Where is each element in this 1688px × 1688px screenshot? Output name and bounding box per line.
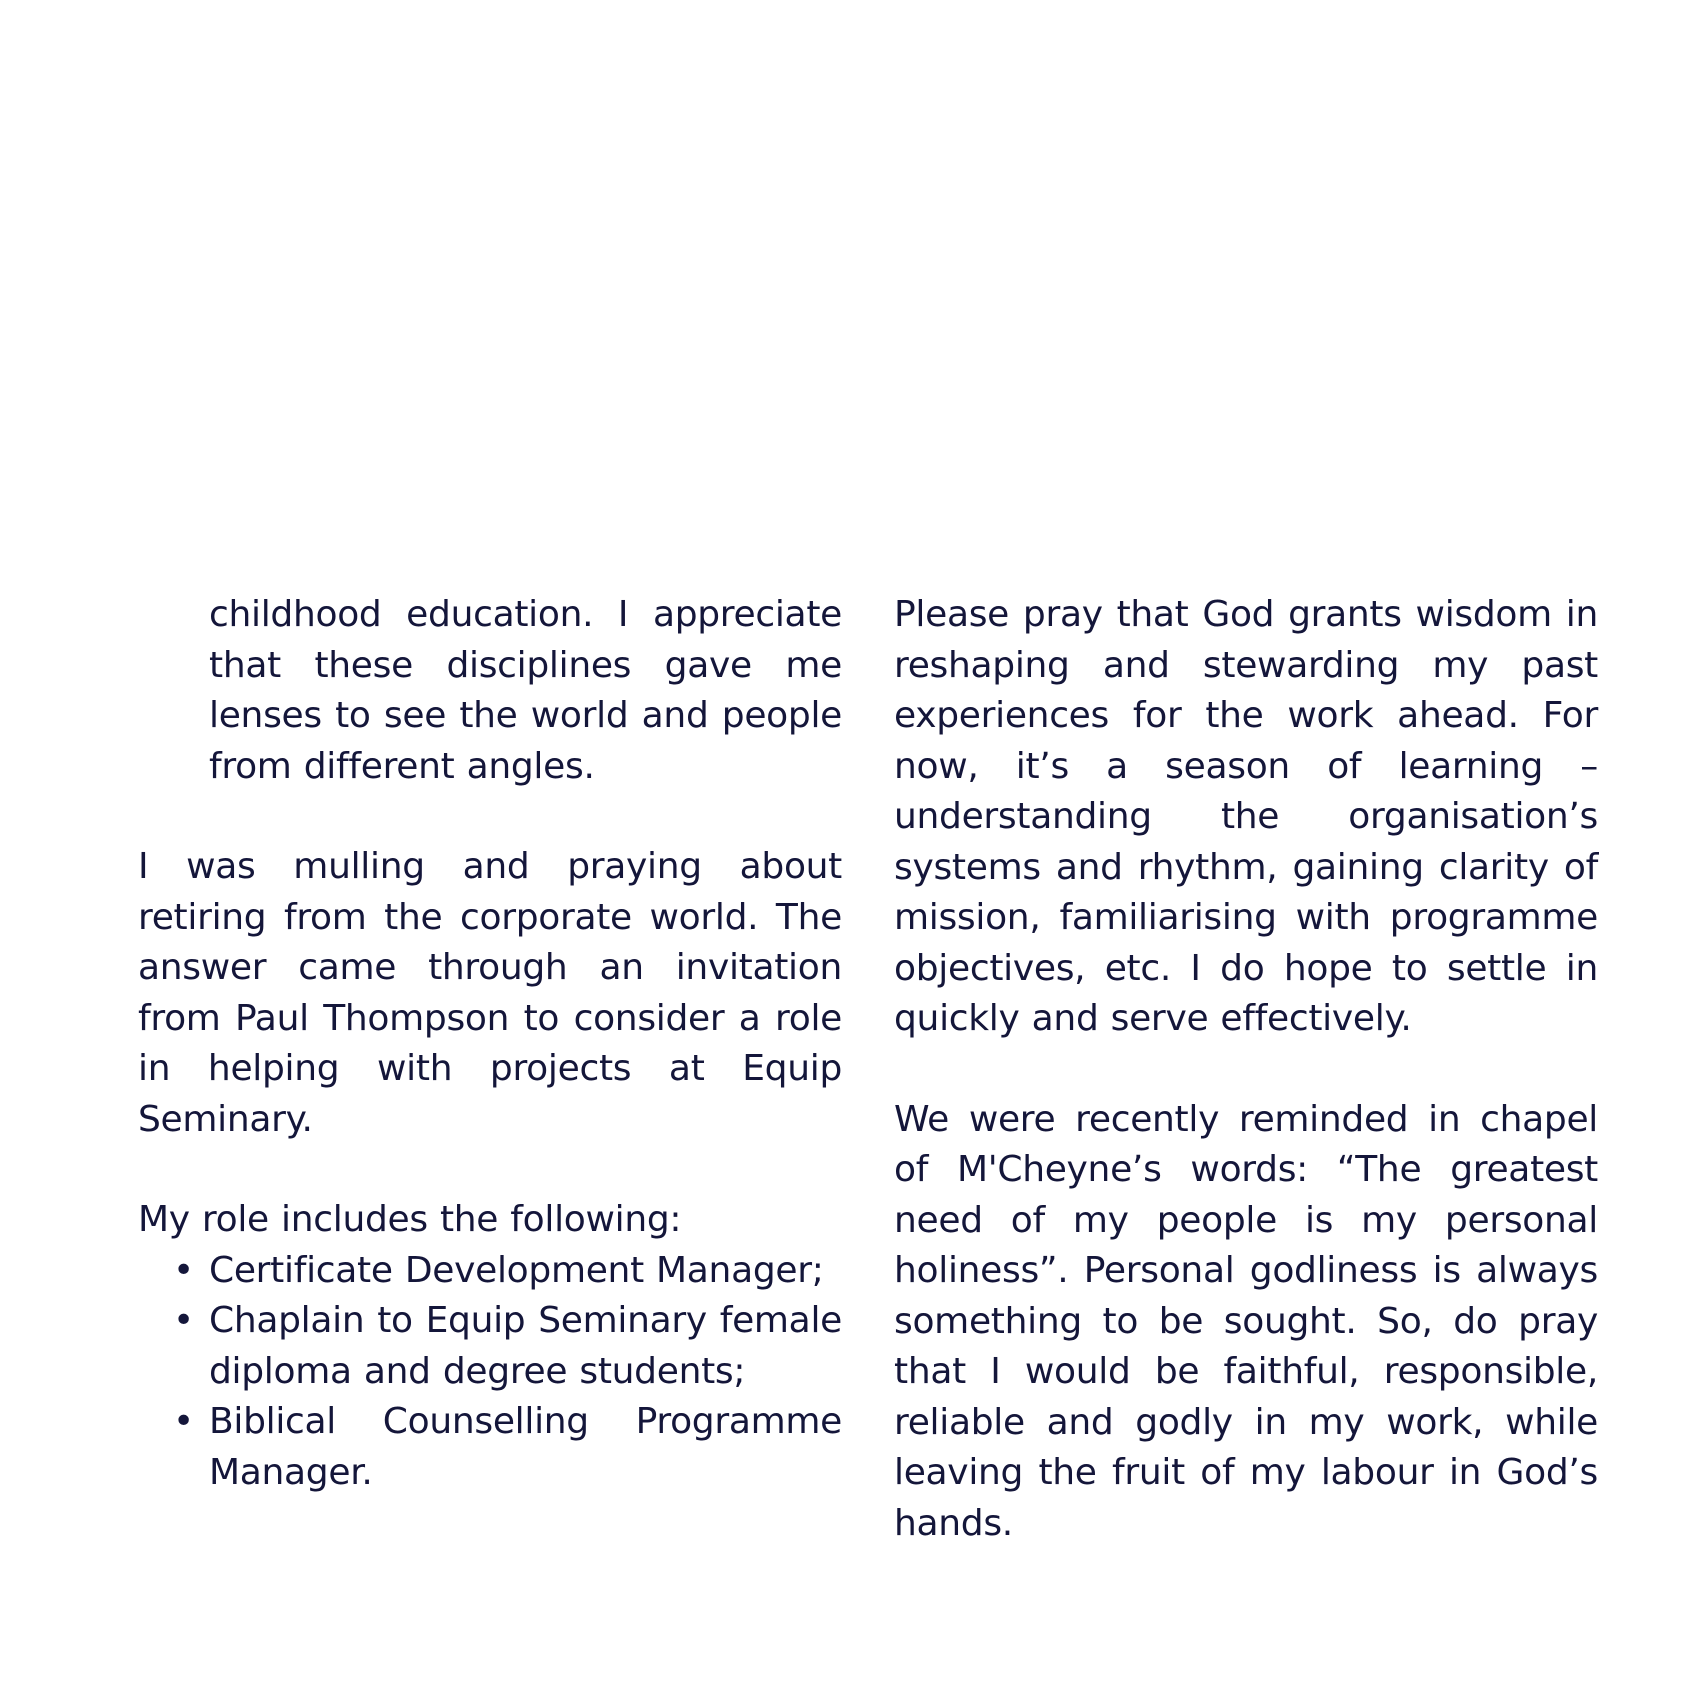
list-item [138,1296,842,1397]
bullet-icon: • [173,1249,194,1291]
left-column [138,590,842,1498]
paragraph-prayer: Please pray that God grants wisdom in reshaping and stewarding my past experiences for the work ahead. For now, it’s a season of learning – understanding the organisation’s systems and rhythm, gaining clarity of mission, familiarising with programme objectives, etc. I do hope to settle in quickly and serve effectively. [894,594,1598,1039]
paragraph-holiness: We were recently reminded in chapel of M'Cheyne’s words: “The greatest need of my people is my personal holiness”. Personal godliness is always something to be sought. So, do pray that I would be faithful, responsible, reliable and godly in my work, while leaving the fruit of my labour in God’s hands. [894,1098,1598,1544]
paragraph-retiring: I was mulling and praying about retiring from the corporate world. The answer came through an invitation from Paul Thompson to consider a role in helping with projects at Equip Seminary. [138,846,842,1140]
bullet-icon: • [173,1401,194,1442]
roles-list-intro: My role includes the following: [138,1199,682,1240]
role-text: Chaplain to Equip Seminary female diploma and degree students; [209,1300,842,1392]
list-item [138,1397,842,1498]
roles-list [138,1246,842,1499]
role-text: Certificate Development Manager; [209,1249,824,1291]
right-column [894,590,1598,1549]
list-item [138,1246,842,1297]
continued-paragraph: childhood education. I appreciate that these disciplines gave me lenses to see the world and people from different angles. [209,594,842,787]
bullet-icon: • [173,1300,194,1341]
role-text: Biblical Counselling Programme Manager. [209,1401,842,1493]
